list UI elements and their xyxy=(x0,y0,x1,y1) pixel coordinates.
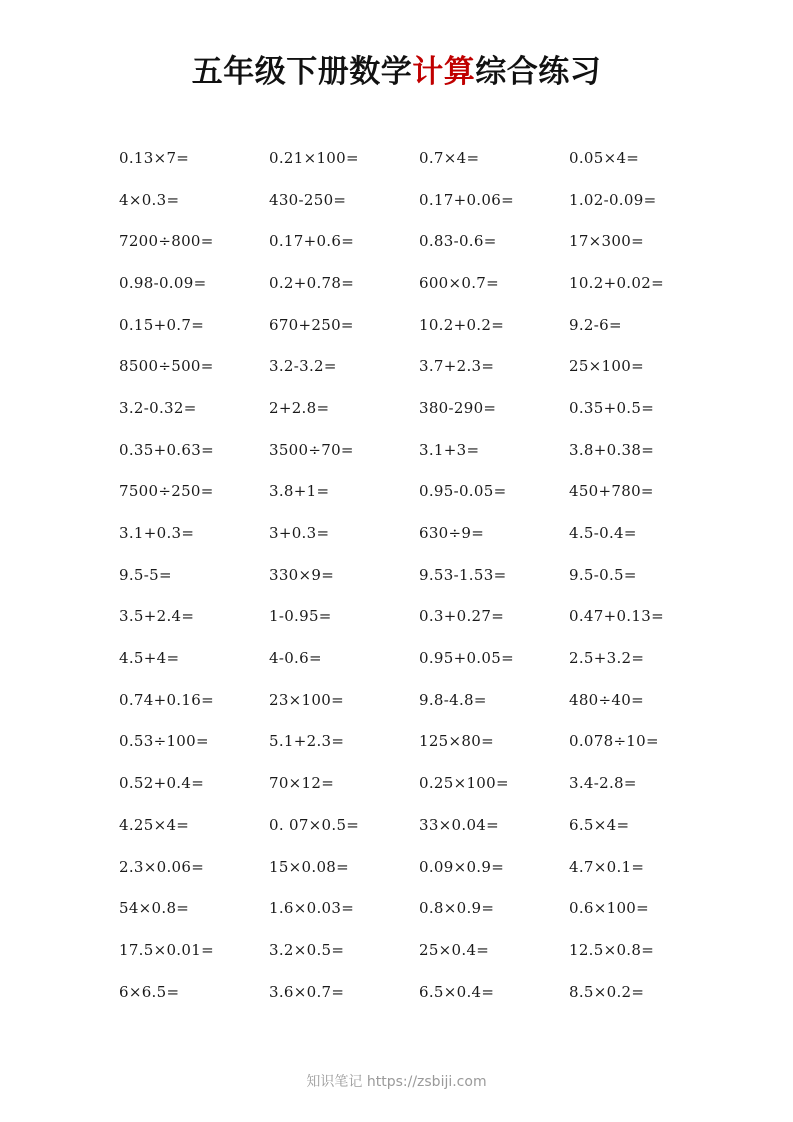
page-title xyxy=(0,46,793,91)
problem-item: 0.3+0.27= xyxy=(419,607,505,626)
problem-item: 2+2.8= xyxy=(269,398,330,417)
problem-row xyxy=(119,471,719,513)
problem-item: 380-290= xyxy=(419,398,497,417)
problem-row xyxy=(119,846,719,888)
problem-item: 0.05×4= xyxy=(569,148,640,167)
problem-item: 23×100= xyxy=(269,690,344,709)
problem-row xyxy=(119,887,719,929)
problem-item: 4×0.3= xyxy=(119,190,180,209)
problem-item: 125×80= xyxy=(419,732,494,751)
problem-item: 15×0.08= xyxy=(269,857,350,876)
problem-item: 5.1+2.3= xyxy=(269,732,345,751)
problem-row xyxy=(119,929,719,971)
problem-item: 1-0.95= xyxy=(269,607,332,626)
problem-item: 3.1+3= xyxy=(419,440,480,459)
problem-item: 0.17+0.6= xyxy=(269,232,355,251)
problem-item: 1.02-0.09= xyxy=(569,190,657,209)
problem-item: 12.5×0.8= xyxy=(569,940,655,959)
footer-watermark: 知识笔记 https://zsbiji.com xyxy=(306,1074,487,1090)
problem-item: 0.078÷10= xyxy=(569,732,659,751)
problem-grid xyxy=(119,137,719,1012)
problem-row xyxy=(119,429,719,471)
problem-item: 7500÷250= xyxy=(119,482,214,501)
problem-item: 4.5+4= xyxy=(119,649,180,668)
problem-item: 3.8+0.38= xyxy=(569,440,655,459)
problem-item: 0.35+0.5= xyxy=(569,398,655,417)
problem-item: 3.2×0.5= xyxy=(269,940,345,959)
problem-item: 8.5×0.2= xyxy=(569,982,645,1001)
problem-item: 6×6.5= xyxy=(119,982,180,1001)
problem-item: 54×0.8= xyxy=(119,899,190,918)
problem-item: 4.5-0.4= xyxy=(569,524,637,543)
problem-item: 9.5-5= xyxy=(119,565,172,584)
problem-row xyxy=(119,137,719,179)
problem-item: 0. 07×0.5= xyxy=(269,815,360,834)
problem-row xyxy=(119,596,719,638)
problem-item: 17×300= xyxy=(569,232,644,251)
problem-item: 6.5×4= xyxy=(569,815,630,834)
problem-item: 0.13×7= xyxy=(119,148,190,167)
problem-row xyxy=(119,512,719,554)
problem-row xyxy=(119,304,719,346)
problem-item: 0.15+0.7= xyxy=(119,315,205,334)
problem-item: 670+250= xyxy=(269,315,354,334)
title-part-3: 综合练习 xyxy=(475,54,602,90)
problem-item: 430-250= xyxy=(269,190,347,209)
problem-item: 2.5+3.2= xyxy=(569,649,645,668)
problem-row xyxy=(119,637,719,679)
problem-item: 10.2+0.02= xyxy=(569,273,664,292)
problem-item: 3500÷70= xyxy=(269,440,354,459)
problem-item: 630÷9= xyxy=(419,524,485,543)
problem-item: 600×0.7= xyxy=(419,273,500,292)
problem-item: 0.83-0.6= xyxy=(419,232,497,251)
problem-item: 4-0.6= xyxy=(269,649,322,668)
problem-item: 0.2+0.78= xyxy=(269,273,355,292)
problem-item: 0.53÷100= xyxy=(119,732,209,751)
problem-row xyxy=(119,387,719,429)
problem-item: 0.98-0.09= xyxy=(119,273,207,292)
problem-item: 0.17+0.06= xyxy=(419,190,514,209)
problem-item: 33×0.04= xyxy=(419,815,500,834)
problem-item: 0.47+0.13= xyxy=(569,607,664,626)
problem-item: 6.5×0.4= xyxy=(419,982,495,1001)
problem-item: 3.1+0.3= xyxy=(119,524,195,543)
problem-row xyxy=(119,554,719,596)
problem-row xyxy=(119,762,719,804)
problem-item: 70×12= xyxy=(269,774,335,793)
problem-row xyxy=(119,971,719,1013)
problem-item: 0.7×4= xyxy=(419,148,480,167)
problem-item: 330×9= xyxy=(269,565,335,584)
problem-item: 3.7+2.3= xyxy=(419,357,495,376)
problem-item: 7200÷800= xyxy=(119,232,214,251)
problem-item: 3.4-2.8= xyxy=(569,774,637,793)
title-part-1: 五年级下册数学 xyxy=(191,54,413,90)
problem-item: 4.25×4= xyxy=(119,815,190,834)
problem-item: 2.3×0.06= xyxy=(119,857,205,876)
problem-row xyxy=(119,345,719,387)
problem-row xyxy=(119,679,719,721)
problem-item: 9.8-4.8= xyxy=(419,690,487,709)
problem-item: 480÷40= xyxy=(569,690,644,709)
problem-item: 25×0.4= xyxy=(419,940,490,959)
problem-item: 0.52+0.4= xyxy=(119,774,205,793)
problem-item: 450+780= xyxy=(569,482,654,501)
problem-item: 0.25×100= xyxy=(419,774,509,793)
problem-row xyxy=(119,804,719,846)
problem-item: 10.2+0.2= xyxy=(419,315,505,334)
problem-item: 8500÷500= xyxy=(119,357,214,376)
problem-item: 3+0.3= xyxy=(269,524,330,543)
problem-item: 9.53-1.53= xyxy=(419,565,507,584)
problem-item: 0.74+0.16= xyxy=(119,690,214,709)
problem-item: 4.7×0.1= xyxy=(569,857,645,876)
problem-item: 3.6×0.7= xyxy=(269,982,345,1001)
problem-item: 3.2-3.2= xyxy=(269,357,337,376)
problem-item: 17.5×0.01= xyxy=(119,940,214,959)
problem-item: 0.21×100= xyxy=(269,148,359,167)
problem-item: 1.6×0.03= xyxy=(269,899,355,918)
problem-item: 3.8+1= xyxy=(269,482,330,501)
problem-item: 0.6×100= xyxy=(569,899,650,918)
problem-row xyxy=(119,262,719,304)
problem-item: 3.2-0.32= xyxy=(119,398,197,417)
problem-row xyxy=(119,179,719,221)
problem-item: 0.35+0.63= xyxy=(119,440,214,459)
problem-item: 0.09×0.9= xyxy=(419,857,505,876)
problem-row xyxy=(119,721,719,763)
problem-row xyxy=(119,220,719,262)
problem-item: 25×100= xyxy=(569,357,644,376)
problem-item: 9.2-6= xyxy=(569,315,622,334)
title-part-2-highlight: 计算 xyxy=(412,54,476,90)
problem-item: 9.5-0.5= xyxy=(569,565,637,584)
problem-item: 0.8×0.9= xyxy=(419,899,495,918)
problem-item: 0.95-0.05= xyxy=(419,482,507,501)
problem-item: 0.95+0.05= xyxy=(419,649,514,668)
problem-item: 3.5+2.4= xyxy=(119,607,195,626)
